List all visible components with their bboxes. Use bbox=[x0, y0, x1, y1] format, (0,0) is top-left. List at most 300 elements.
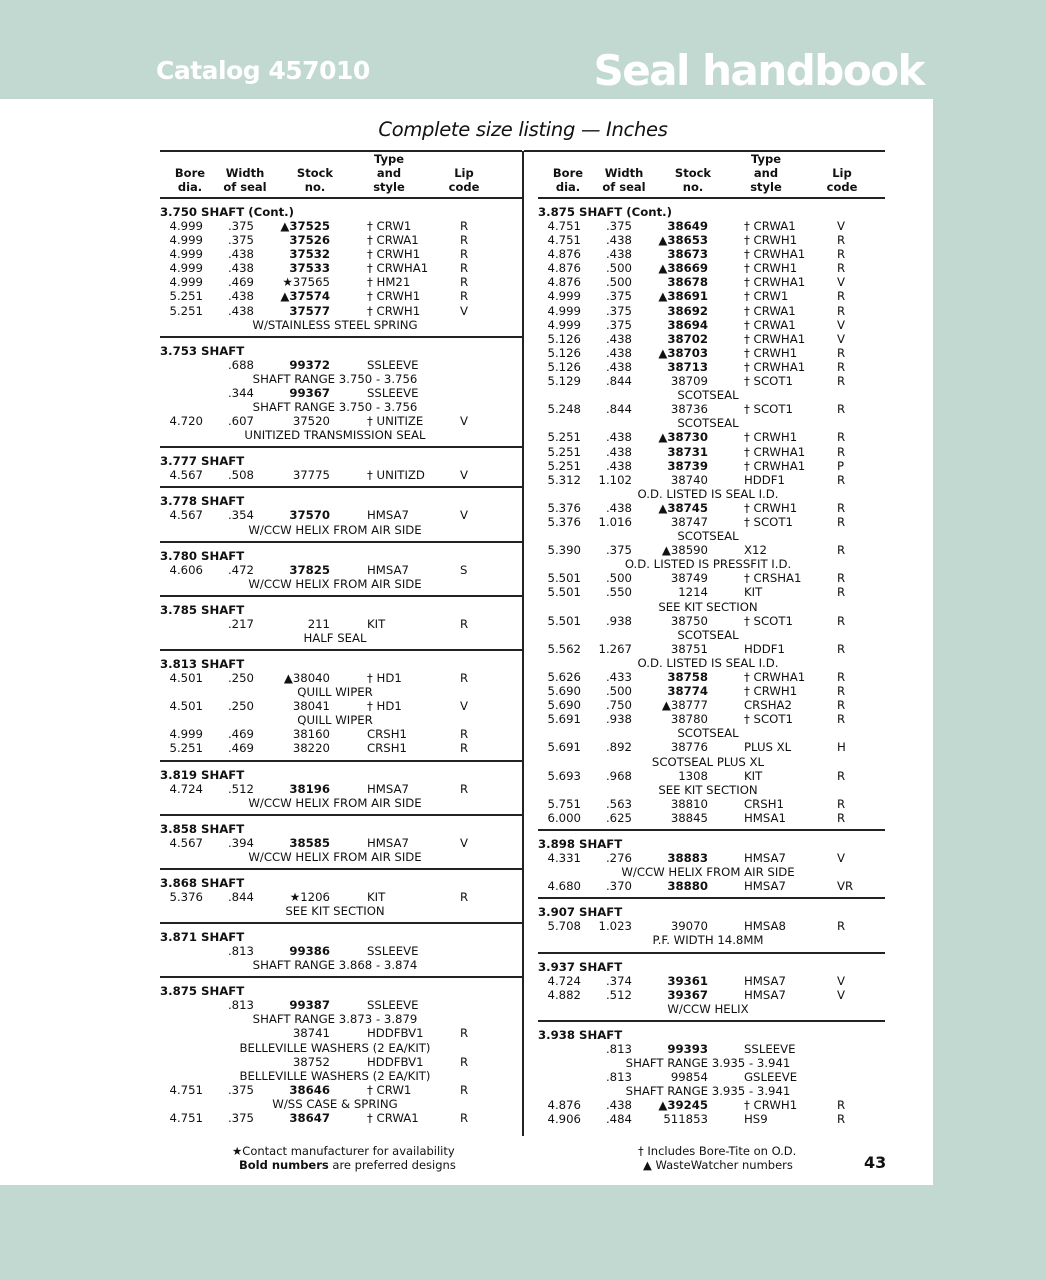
table-row bbox=[538, 851, 885, 865]
stock-cell: 39361 bbox=[667, 973, 708, 988]
bore-cell: 4.999 bbox=[547, 289, 581, 304]
column-header-lip bbox=[822, 166, 862, 194]
table-row bbox=[538, 275, 885, 289]
section-heading: 3.813 SHAFT bbox=[160, 656, 245, 671]
lip-cell: V bbox=[460, 414, 468, 429]
bore-cell: 5.390 bbox=[547, 543, 581, 558]
row-note: W/CCW HELIX FROM AIR SIDE bbox=[248, 522, 422, 537]
stock-cell: 38751 bbox=[670, 641, 708, 656]
column-header-bore-line: dia. bbox=[555, 180, 581, 194]
width-cell: .968 bbox=[605, 768, 632, 783]
section-heading: 3.907 SHAFT bbox=[538, 905, 623, 920]
table-row bbox=[160, 563, 522, 577]
width-cell: .813 bbox=[605, 1069, 632, 1084]
section-rule bbox=[160, 760, 522, 762]
bore-cell: 4.882 bbox=[547, 987, 581, 1002]
row-note: SEE KIT SECTION bbox=[658, 599, 758, 614]
type-cell: † CRWHA1 bbox=[744, 247, 806, 262]
type-cell: † CRWHA1 bbox=[367, 261, 429, 276]
footer-dagger-note: † Includes Bore-Tite on O.D. bbox=[638, 1144, 797, 1158]
lip-cell: VR bbox=[837, 879, 854, 894]
header-rule bbox=[160, 197, 522, 199]
lip-cell: V bbox=[460, 835, 468, 850]
lip-cell: R bbox=[837, 303, 846, 318]
lip-cell: R bbox=[837, 796, 846, 811]
table-row bbox=[538, 289, 885, 303]
type-cell: † CRWHA1 bbox=[744, 458, 806, 473]
stock-cell: 511853 bbox=[663, 1112, 708, 1127]
type-cell: † CRWH1 bbox=[744, 684, 798, 699]
type-cell: CRSH1 bbox=[367, 741, 407, 756]
column-header-stock bbox=[285, 166, 345, 194]
stock-cell: 38810 bbox=[670, 796, 708, 811]
table-row bbox=[160, 782, 522, 796]
type-cell: KIT bbox=[744, 768, 763, 783]
bore-cell: 5.691 bbox=[547, 740, 581, 755]
stock-cell: 37570 bbox=[289, 508, 330, 523]
width-cell: .550 bbox=[605, 585, 632, 600]
right-column bbox=[538, 151, 885, 1126]
column-header-type-line: and bbox=[753, 166, 779, 180]
column-header-width bbox=[218, 166, 272, 194]
stock-cell: 38702 bbox=[667, 331, 708, 346]
row-note: SHAFT RANGE 3.935 - 3.941 bbox=[625, 1055, 791, 1070]
stock-cell: ▲38745 bbox=[658, 500, 708, 515]
stock-cell: 38776 bbox=[670, 740, 708, 755]
footer-bold-note bbox=[239, 1158, 456, 1172]
header-rule bbox=[538, 197, 885, 199]
stock-cell: ▲38653 bbox=[658, 233, 708, 248]
lip-cell: V bbox=[460, 468, 468, 483]
table-row bbox=[538, 360, 885, 374]
column-header-lip-line: Lip bbox=[832, 166, 852, 180]
type-cell: HMSA7 bbox=[744, 987, 786, 1002]
table-row bbox=[538, 346, 885, 360]
row-note: SCOTSEAL bbox=[677, 529, 739, 544]
width-cell: .500 bbox=[605, 571, 632, 586]
lip-cell: R bbox=[837, 919, 846, 934]
bore-cell: 4.999 bbox=[169, 247, 203, 262]
section-heading: 3.898 SHAFT bbox=[538, 837, 623, 852]
width-cell: .438 bbox=[227, 261, 254, 276]
lip-cell: R bbox=[837, 670, 846, 684]
lip-cell: S bbox=[460, 562, 468, 577]
bore-cell: 5.376 bbox=[547, 514, 581, 529]
stock-cell: 37526 bbox=[289, 233, 330, 248]
section-rule bbox=[160, 814, 522, 816]
type-cell: HMSA7 bbox=[744, 879, 786, 894]
width-cell: .375 bbox=[227, 219, 254, 233]
table-row bbox=[538, 445, 885, 459]
row-note: HALF SEAL bbox=[303, 630, 367, 645]
row-note: O.D. LISTED IS SEAL I.D. bbox=[637, 486, 779, 501]
table-row bbox=[538, 374, 885, 388]
type-cell: X12 bbox=[744, 543, 767, 558]
section-heading: 3.778 SHAFT bbox=[160, 494, 245, 509]
table-row bbox=[538, 1070, 885, 1084]
section-rule bbox=[160, 868, 522, 870]
row-note: SCOTSEAL PLUS XL bbox=[651, 754, 765, 769]
stock-cell: 99854 bbox=[670, 1069, 708, 1084]
table-row bbox=[538, 769, 885, 783]
table-row bbox=[538, 919, 885, 933]
width-cell: .607 bbox=[227, 414, 254, 429]
lip-cell: R bbox=[460, 219, 469, 233]
bore-cell: 4.999 bbox=[169, 219, 203, 233]
stock-cell: 38883 bbox=[667, 851, 708, 866]
bore-cell: 4.751 bbox=[169, 1111, 203, 1126]
type-cell: † CRWA1 bbox=[744, 219, 796, 233]
type-cell: † SCOT1 bbox=[744, 374, 793, 389]
type-cell: † HD1 bbox=[367, 670, 402, 685]
width-cell: .469 bbox=[227, 741, 254, 756]
stock-cell: 38220 bbox=[292, 741, 330, 756]
width-cell: .500 bbox=[605, 261, 632, 276]
type-cell: SSLEEVE bbox=[367, 357, 419, 372]
type-cell: † CRW1 bbox=[367, 219, 412, 233]
stock-cell: 38692 bbox=[667, 303, 708, 318]
row-note: W/CCW HELIX FROM AIR SIDE bbox=[248, 576, 422, 591]
column-header-bore bbox=[168, 166, 212, 194]
bore-cell: 5.251 bbox=[169, 289, 203, 304]
lip-cell: V bbox=[837, 275, 845, 290]
lip-cell: V bbox=[837, 331, 845, 346]
lip-cell: R bbox=[460, 1054, 469, 1069]
stock-cell: ▲38730 bbox=[658, 430, 708, 445]
table-row bbox=[538, 515, 885, 529]
row-note: SHAFT RANGE 3.750 - 3.756 bbox=[252, 400, 418, 415]
type-cell: † SCOT1 bbox=[744, 712, 793, 727]
type-cell: † SCOT1 bbox=[744, 402, 793, 417]
row-note: W/CCW HELIX FROM AIR SIDE bbox=[621, 865, 795, 880]
stock-cell: 38752 bbox=[292, 1054, 330, 1069]
column-header-type bbox=[736, 152, 796, 194]
width-cell: .512 bbox=[605, 987, 632, 1002]
width-cell: 1.102 bbox=[598, 472, 632, 487]
width-cell: .625 bbox=[605, 810, 632, 825]
row-note: W/CCW HELIX FROM AIR SIDE bbox=[248, 795, 422, 810]
stock-cell: ▲38590 bbox=[661, 543, 708, 558]
page-title: Complete size listing — Inches bbox=[378, 118, 668, 141]
table-row bbox=[160, 944, 522, 958]
type-cell: † CRWH1 bbox=[367, 303, 421, 318]
column-header-stock-line: no. bbox=[304, 180, 326, 194]
stock-cell: 99387 bbox=[289, 998, 330, 1013]
column-header-width-line: of seal bbox=[602, 180, 646, 194]
lip-cell: V bbox=[837, 851, 845, 866]
column-header-lip bbox=[444, 166, 484, 194]
row-note: SCOTSEAL bbox=[677, 726, 739, 741]
lip-cell: R bbox=[837, 359, 846, 374]
type-cell: † CRWHA1 bbox=[744, 670, 806, 684]
width-cell: .438 bbox=[605, 331, 632, 346]
type-cell: † CRWH1 bbox=[744, 500, 798, 515]
stock-cell: 38673 bbox=[667, 247, 708, 262]
width-cell: .394 bbox=[227, 835, 254, 850]
bold-label: Bold numbers bbox=[239, 1158, 329, 1172]
table-row bbox=[160, 275, 522, 289]
lip-cell: R bbox=[460, 289, 469, 304]
type-cell: † UNITIZE bbox=[367, 414, 424, 429]
bold-note-text: are preferred designs bbox=[328, 1158, 456, 1172]
stock-cell: 38713 bbox=[667, 359, 708, 374]
table-row bbox=[538, 879, 885, 893]
width-cell: .844 bbox=[227, 889, 254, 904]
lip-cell: R bbox=[837, 613, 846, 628]
stock-cell: 38585 bbox=[289, 835, 330, 850]
column-header-bore bbox=[546, 166, 590, 194]
lip-cell: H bbox=[837, 740, 846, 755]
section-rule bbox=[160, 649, 522, 651]
type-cell: † CRWA1 bbox=[744, 317, 796, 332]
lip-cell: R bbox=[460, 275, 469, 290]
type-cell: SSLEEVE bbox=[744, 1041, 796, 1056]
bore-cell: 5.708 bbox=[547, 919, 581, 934]
stock-cell: ★37565 bbox=[282, 275, 330, 290]
bore-cell: 4.606 bbox=[169, 562, 203, 577]
stock-cell: ▲39245 bbox=[658, 1098, 708, 1113]
row-note: SHAFT RANGE 3.935 - 3.941 bbox=[625, 1084, 791, 1099]
bore-cell: 4.876 bbox=[547, 261, 581, 276]
lip-cell: R bbox=[460, 727, 469, 742]
table-row bbox=[538, 219, 885, 233]
type-cell: HS9 bbox=[744, 1112, 768, 1127]
section-rule bbox=[160, 976, 522, 978]
stock-cell: 38731 bbox=[667, 444, 708, 459]
table-row bbox=[538, 670, 885, 684]
width-cell: .374 bbox=[605, 973, 632, 988]
left-column bbox=[160, 151, 522, 1125]
section-rule bbox=[538, 952, 885, 954]
lip-cell: R bbox=[837, 374, 846, 389]
lip-cell: R bbox=[837, 698, 846, 713]
table-row bbox=[160, 304, 522, 318]
column-header-type bbox=[359, 152, 419, 194]
table-row bbox=[538, 304, 885, 318]
type-cell: † CRWHA1 bbox=[744, 275, 806, 290]
section-heading: 3.750 SHAFT (Cont.) bbox=[160, 205, 294, 219]
type-cell: HMSA7 bbox=[744, 973, 786, 988]
width-cell: .276 bbox=[605, 851, 632, 866]
bore-cell: 4.999 bbox=[169, 275, 203, 290]
bore-cell: 5.251 bbox=[169, 303, 203, 318]
lip-cell: R bbox=[837, 543, 846, 558]
bore-cell: 5.693 bbox=[547, 768, 581, 783]
lip-cell: R bbox=[837, 712, 846, 727]
table-row bbox=[538, 712, 885, 726]
bore-cell: 4.999 bbox=[547, 317, 581, 332]
bore-cell: 5.248 bbox=[547, 402, 581, 417]
row-note: SCOTSEAL bbox=[677, 627, 739, 642]
lip-cell: R bbox=[837, 684, 846, 699]
bore-cell: 5.126 bbox=[547, 331, 581, 346]
stock-cell: 37533 bbox=[289, 261, 330, 276]
lip-cell: R bbox=[837, 768, 846, 783]
bore-cell: 4.720 bbox=[169, 414, 203, 429]
column-header-stock bbox=[663, 166, 723, 194]
page-number: 43 bbox=[864, 1153, 887, 1172]
bore-cell: 5.251 bbox=[169, 741, 203, 756]
row-note: P.F. WIDTH 14.8MM bbox=[652, 933, 764, 948]
lip-cell: P bbox=[837, 458, 845, 473]
section-rule bbox=[160, 922, 522, 924]
section-heading: 3.785 SHAFT bbox=[160, 602, 245, 617]
column-header-type-line: and bbox=[376, 166, 402, 180]
lip-cell: V bbox=[460, 303, 468, 318]
bore-cell: 4.751 bbox=[547, 233, 581, 248]
stock-cell: 38845 bbox=[670, 810, 708, 825]
table-row bbox=[160, 741, 522, 755]
column-header-bore-line: dia. bbox=[177, 180, 203, 194]
bore-cell: 4.999 bbox=[547, 303, 581, 318]
table-row bbox=[538, 642, 885, 656]
stock-cell: 38880 bbox=[667, 879, 708, 894]
table-row bbox=[160, 261, 522, 275]
stock-cell: 37520 bbox=[292, 414, 330, 429]
type-cell: † CRWHA1 bbox=[744, 359, 806, 374]
width-cell: .250 bbox=[227, 699, 254, 714]
bore-cell: 5.126 bbox=[547, 345, 581, 360]
row-note: SEE KIT SECTION bbox=[285, 904, 385, 918]
column-header-width bbox=[597, 166, 651, 194]
lip-cell: R bbox=[837, 289, 846, 304]
table-row bbox=[538, 988, 885, 1002]
table-row bbox=[538, 740, 885, 754]
type-cell: † CRWHA1 bbox=[744, 444, 806, 459]
stock-cell: ▲38691 bbox=[658, 289, 708, 304]
stock-cell: 99393 bbox=[667, 1041, 708, 1056]
section-heading: 3.753 SHAFT bbox=[160, 343, 245, 358]
width-cell: .750 bbox=[605, 698, 632, 713]
column-header-stock-line: no. bbox=[682, 180, 704, 194]
table-row bbox=[538, 1042, 885, 1056]
type-cell: † HM21 bbox=[367, 275, 411, 290]
bore-cell: 5.562 bbox=[547, 641, 581, 656]
stock-cell: 37825 bbox=[289, 562, 330, 577]
type-cell: † HD1 bbox=[367, 699, 402, 714]
row-note: BELLEVILLE WASHERS (2 EA/KIT) bbox=[239, 1068, 431, 1083]
column-header-lip-line: Lip bbox=[454, 166, 474, 180]
width-cell: .813 bbox=[227, 998, 254, 1013]
type-cell: HMSA7 bbox=[367, 835, 409, 850]
lip-cell: R bbox=[460, 616, 469, 631]
lip-cell: V bbox=[460, 699, 468, 714]
stock-cell: 38160 bbox=[292, 727, 330, 742]
section-heading: 3.780 SHAFT bbox=[160, 548, 245, 563]
lip-cell: R bbox=[837, 500, 846, 515]
row-note: SEE KIT SECTION bbox=[658, 782, 758, 797]
bore-cell: 4.567 bbox=[169, 508, 203, 523]
table-row bbox=[538, 233, 885, 247]
lip-cell: R bbox=[837, 472, 846, 487]
stock-cell: 39070 bbox=[670, 919, 708, 934]
lip-cell: R bbox=[837, 514, 846, 529]
stock-cell: 99372 bbox=[289, 357, 330, 372]
section-heading: 3.777 SHAFT bbox=[160, 454, 245, 469]
type-cell: HMSA8 bbox=[744, 919, 786, 934]
stock-cell: 99386 bbox=[289, 944, 330, 959]
width-cell: .438 bbox=[605, 458, 632, 473]
width-cell: .375 bbox=[605, 219, 632, 233]
table-row bbox=[538, 430, 885, 444]
stock-cell: 38741 bbox=[292, 1026, 330, 1041]
row-note: SCOTSEAL bbox=[677, 416, 739, 431]
bore-cell: 5.626 bbox=[547, 670, 581, 684]
bore-cell: 5.129 bbox=[547, 374, 581, 389]
lip-cell: R bbox=[837, 261, 846, 276]
lip-cell: R bbox=[837, 247, 846, 262]
row-note: O.D. LISTED IS PRESSFIT I.D. bbox=[624, 557, 792, 572]
stock-cell: 39367 bbox=[667, 987, 708, 1002]
table-row bbox=[160, 358, 522, 372]
type-cell: HDDFBV1 bbox=[367, 1054, 424, 1069]
width-cell: .500 bbox=[605, 684, 632, 699]
type-cell: CRSH1 bbox=[367, 727, 407, 742]
bore-cell: 4.751 bbox=[547, 219, 581, 233]
bore-cell: 4.876 bbox=[547, 1098, 581, 1113]
lip-cell: V bbox=[837, 317, 845, 332]
type-cell: SSLEEVE bbox=[367, 944, 419, 959]
type-cell: HDDF1 bbox=[744, 472, 785, 487]
lip-cell: R bbox=[460, 781, 469, 796]
table-row bbox=[538, 1098, 885, 1112]
lip-cell: V bbox=[460, 508, 468, 523]
table-row bbox=[160, 219, 522, 233]
row-note: BELLEVILLE WASHERS (2 EA/KIT) bbox=[239, 1040, 431, 1055]
bore-cell: 4.331 bbox=[547, 851, 581, 866]
bore-cell: 4.906 bbox=[547, 1112, 581, 1127]
bore-cell: 5.751 bbox=[547, 796, 581, 811]
type-cell: KIT bbox=[367, 889, 386, 904]
table-row bbox=[160, 1111, 522, 1125]
column-header-width-line: Width bbox=[225, 166, 265, 180]
stock-cell: 38647 bbox=[289, 1111, 330, 1126]
width-cell: .375 bbox=[605, 317, 632, 332]
table-row bbox=[538, 318, 885, 332]
row-note: W/SS CASE & SPRING bbox=[272, 1096, 398, 1111]
lip-cell: R bbox=[460, 261, 469, 276]
type-cell: GSLEEVE bbox=[744, 1069, 798, 1084]
stock-cell: ▲38040 bbox=[283, 670, 330, 685]
table-row bbox=[538, 614, 885, 628]
width-cell: .375 bbox=[227, 1111, 254, 1126]
width-cell: 1.267 bbox=[598, 641, 632, 656]
type-cell: † SCOT1 bbox=[744, 613, 793, 628]
table-row bbox=[538, 543, 885, 557]
type-cell: † CRWA1 bbox=[367, 233, 419, 248]
table-row bbox=[538, 974, 885, 988]
bore-cell: 5.126 bbox=[547, 359, 581, 374]
bore-cell: 5.501 bbox=[547, 613, 581, 628]
type-cell: † CRWA1 bbox=[744, 303, 796, 318]
column-header-stock-line: Stock bbox=[296, 166, 334, 180]
row-note: W/CCW HELIX bbox=[667, 1001, 749, 1016]
table-row bbox=[160, 699, 522, 713]
width-cell: .844 bbox=[605, 374, 632, 389]
width-cell: .813 bbox=[605, 1041, 632, 1056]
lip-cell: R bbox=[837, 444, 846, 459]
stock-cell: 99367 bbox=[289, 385, 330, 400]
stock-cell: 1214 bbox=[678, 585, 708, 600]
table-row bbox=[160, 1026, 522, 1040]
bore-cell: 4.501 bbox=[169, 670, 203, 685]
section-heading: 3.858 SHAFT bbox=[160, 821, 245, 836]
row-note: W/STAINLESS STEEL SPRING bbox=[252, 317, 418, 332]
bore-cell: 4.876 bbox=[547, 275, 581, 290]
section-heading: 3.819 SHAFT bbox=[160, 767, 245, 782]
stock-cell: 38780 bbox=[670, 712, 708, 727]
bore-cell: 5.690 bbox=[547, 684, 581, 699]
